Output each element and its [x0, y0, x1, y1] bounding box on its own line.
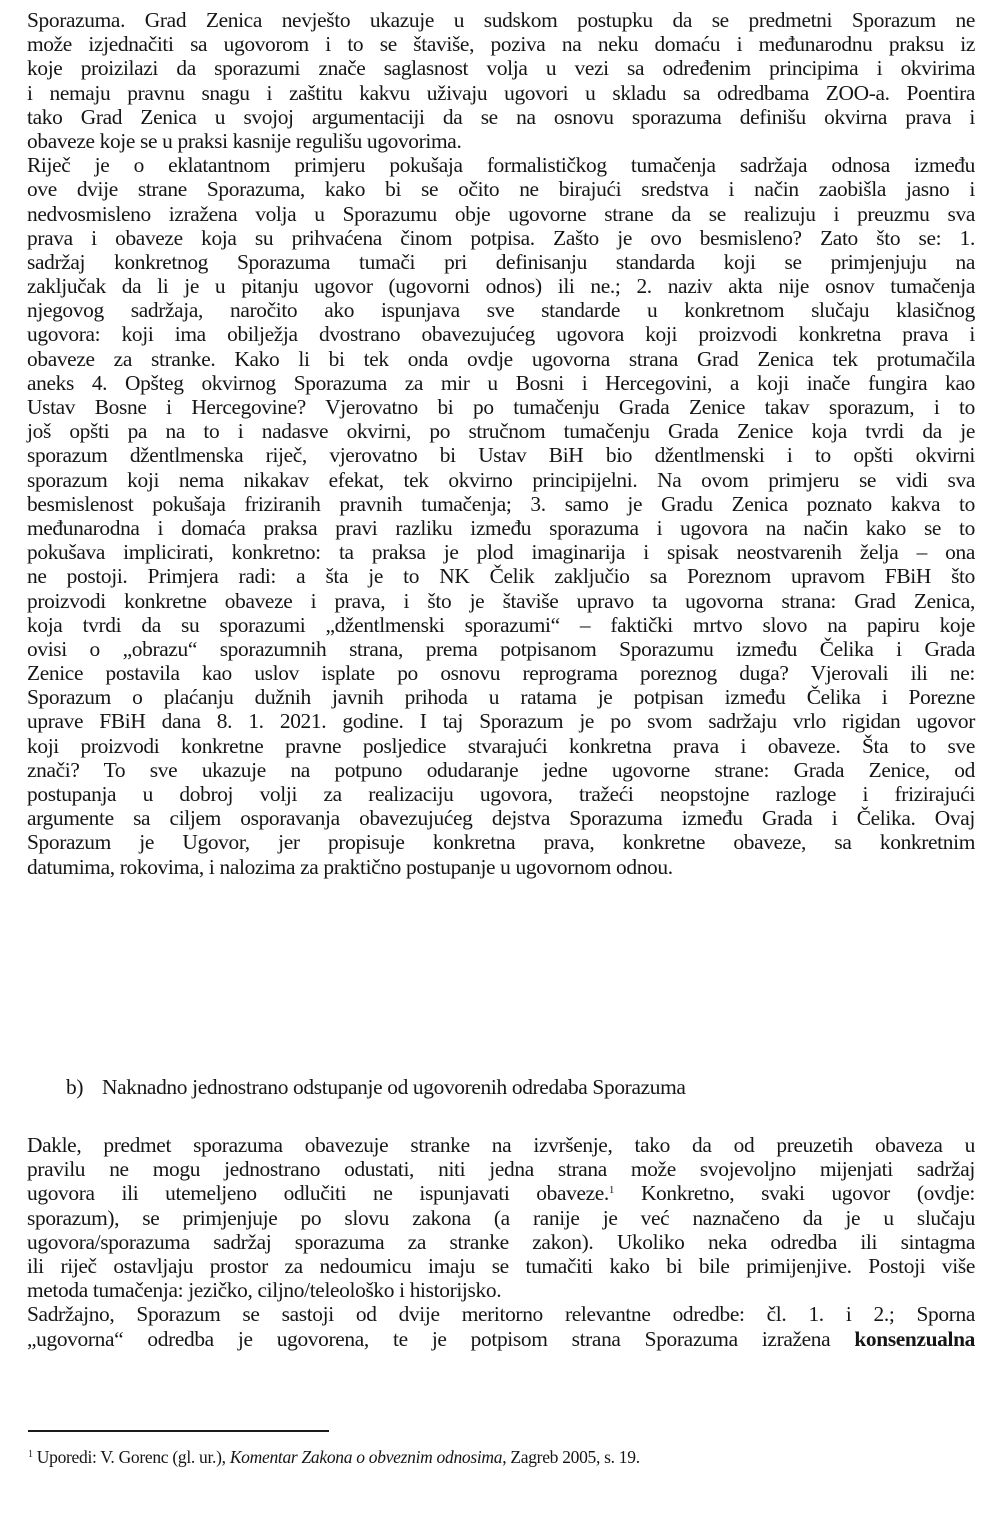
text-segment: Konkretno, svaki ugovor (ovdje:: [614, 1181, 975, 1206]
text-line: nedvosmisleno izražena volja u Sporazumu obje ugovorne strane da se realizuju i preuzmu sva: [27, 201, 975, 226]
text-segment: „ugovorna“ odredba je ugovorena, te je potpisom strana Sporazuma izražena: [27, 1326, 855, 1351]
footnote-separator: [28, 1430, 329, 1432]
text-line: Sadržajno, Sporazum se sastoji od dvije meritorno relevantne odredbe: čl. 1. i 2.; Sporna: [27, 1302, 975, 1327]
text-line: Sporazum o plaćanju dužnih javnih prihoda u ratama je potpisan između Čelika i Porezne: [27, 685, 975, 710]
footnote: [28, 1447, 640, 1468]
text-line: Riječ je o eklatantnom primjeru pokušaja formalističkog tumačenja sadržaja odnosa između: [27, 153, 975, 178]
text-line: koja tvrdi da su sporazumi „džentlmenski sporazumi“ – faktički mrtvo slovo na papiru koje: [27, 612, 975, 637]
text-line: ugovora/sporazuma sadržaj sporazuma za stranke zakon). Ukoliko neka odredba ili sintagma: [27, 1229, 975, 1254]
section-heading-text: Naknadno jednostrano odstupanje od ugovorenih odredaba Sporazuma: [102, 1075, 686, 1099]
footnote-text: Uporedi: V. Gorenc (gl. ur.),: [32, 1447, 230, 1467]
text-line: argumente sa ciljem osporavanja obavezujućeg dejstva Sporazuma između Grada i Čelika. Ovaj: [27, 806, 975, 831]
text-line: znači? To sve ukazuje na potpuno odudaranje jedne ugovorne strane: Grada Zenice, od: [27, 757, 975, 782]
text-line: [27, 1181, 975, 1205]
text-line: Dakle, predmet sporazuma obavezuje stranke na izvršenje, tako da od preuzetih obaveza u: [27, 1133, 975, 1157]
text-line: ugovora: koji ima obilježja dvostrano obavezujućeg ugovora koji proizvodi konkretna prava i: [27, 322, 975, 347]
text-line: i nemaju pravnu snagu i zaštitu kakvu uživaju ugovori u skladu sa odredbama ZOO-a. Poentira: [27, 80, 975, 105]
footnote-reference[interactable]: 1: [608, 1184, 615, 1197]
text-line: ili riječ ostavljaju prostor za nedoumicu imaju se tumačiti kako bi bile primijenjive. Postoji više: [27, 1253, 975, 1278]
text-line: koji proizvodi konkretne pravne posljedice stvarajući konkretna prava i obaveze. Šta to sve: [27, 733, 975, 758]
text-line: sporazum džentlmenska riječ, vjerovatno bi Ustav BiH bio džentlmenski i to opšti okvirni: [27, 443, 975, 468]
text-line: ne postoji. Primjera radi: a šta je to NK Čelik zaključio sa Poreznom upravom FBiH što: [27, 564, 975, 589]
text-line: sadržaj konkretnog Sporazuma tumači pri definisanju standarda koji se primjenjuju na: [27, 249, 975, 274]
section-heading-marker: b): [66, 1075, 84, 1099]
text-line: pokušava implicirati, konkretno: ta praksa je plod imaginarija i spisak neostvarenih želja – ona: [27, 540, 975, 565]
text-line: Zenice postavila kao uslov isplate po osnovu reprograma poreznog duga? Vjerovali ili ne:: [27, 661, 975, 686]
document-page: [27, 8, 975, 879]
text-segment: ugovora ili utemeljeno odlučiti ne ispunjavati obaveze.: [27, 1181, 609, 1206]
text-line: zaključak da li je u pitanju ugovor (ugovorni odnos) ili ne.; 2. naziv akta nije osnov tumačenja: [27, 274, 975, 299]
text-line: ovisi o „obrazu“ sporazumnih strana, prema potpisanom Sporazumu između Čelika i Grada: [27, 636, 975, 661]
text-line: koje proizilazi da sporazumi znače saglasnost volja u vezi sa određenim principima i okvirima: [27, 56, 975, 81]
text-line: može izjednačiti sa ugovorom i to se štaviše, poziva na neku domaću i međunarodnu praksu iz: [27, 32, 975, 57]
text-line: aneks 4. Opšteg okvirnog Sporazuma za mir u Bosni i Hercegovini, a koji inače fungira kao: [27, 370, 975, 395]
paragraph-2: [27, 153, 975, 879]
text-line: postupanja u dobroj volji za realizaciju ugovora, tražeći neopstojne razloge i frizirajući: [27, 782, 975, 806]
text-line: sporazum koji nema nikakav efekat, tek okvirno principijelni. Na ovom primjeru se vidi sva: [27, 467, 975, 492]
text-line: ove dvije strane Sporazuma, kako bi se očito ne birajući sredstva i način zaobišla jasno i: [27, 177, 975, 202]
text-line: [27, 1327, 975, 1351]
text-line: datumima, rokovima, i nalozima za praktično postupanje u ugovornom odnou.: [27, 854, 673, 879]
text-line: sporazum), se primjenjuje po slovu zakona (a ranije je već naznačeno da je u slučaju: [27, 1205, 975, 1230]
footnote-number: 1: [28, 1449, 33, 1460]
text-line: njegovog sadržaja, naročito ako ispunjava sve standarde u konkretnom slučaju klasičnog: [27, 298, 975, 323]
text-line: metoda tumačenja: jezičko, ciljno/teleološko i historijsko.: [27, 1278, 502, 1303]
section-heading: [66, 1075, 686, 1100]
text-line: besmislenost pokušaja friziranih pravnih tumačenja; 3. samo je Gradu Zenica poznato kakva to: [27, 491, 975, 516]
text-line: prava i obaveze koja su prihvaćena činom potpisa. Zašto je ovo besmisleno? Zato što se: 1.: [27, 225, 975, 250]
paragraph-3: [27, 1133, 975, 1351]
text-line: uprave FBiH dana 8. 1. 2021. godine. I taj Sporazum je po svom sadržaju vrlo rigidan ugovor: [27, 709, 975, 734]
footnote-book-title: Komentar Zakona o obveznim odnosima: [229, 1447, 503, 1467]
text-line: tako Grad Zenica u svojoj argumentaciji da se na osnovu sporazuma definišu okvirna prava i: [27, 104, 975, 129]
text-line: Ustav Bosne i Hercegovine? Vjerovatno bi po tumačenju Grada Zenice takav sporazum, i to: [27, 395, 975, 419]
text-line: pravilu ne mogu jednostrano odustati, niti jedna strana može svojevoljno mijenjati sadržaj: [27, 1157, 975, 1182]
text-line: međunarodna i domaća praksa pravi razliku između sporazuma i ugovora na način kako se to: [27, 515, 975, 540]
text-line: Sporazuma. Grad Zenica nevješto ukazuje u sudskom postupku da se predmetni Sporazum ne: [27, 8, 975, 32]
text-line: obaveze za stranke. Kako li bi tek onda ovdje ugovorna strana Grad Zenica tek protumačila: [27, 346, 975, 371]
text-line: još opšti pa na to i nadasve okvirni, po stručnom tumačenju Grada Zenice koja tvrdi da je: [27, 419, 975, 444]
text-line: Sporazum je Ugovor, jer propisuje konkretna prava, konkretne obaveze, sa konkretnim: [27, 830, 975, 855]
footnote-text: , Zagreb 2005, s. 19.: [502, 1447, 640, 1467]
paragraph-1: [27, 8, 975, 153]
bold-term: konsenzualna: [854, 1326, 975, 1351]
text-line: obaveze koje se u praksi kasnije regulišu ugovorima.: [27, 128, 462, 153]
text-line: proizvodi konkretne obaveze i prava, i što je štaviše upravo ta ugovorna strana: Grad Zenica,: [27, 588, 975, 613]
